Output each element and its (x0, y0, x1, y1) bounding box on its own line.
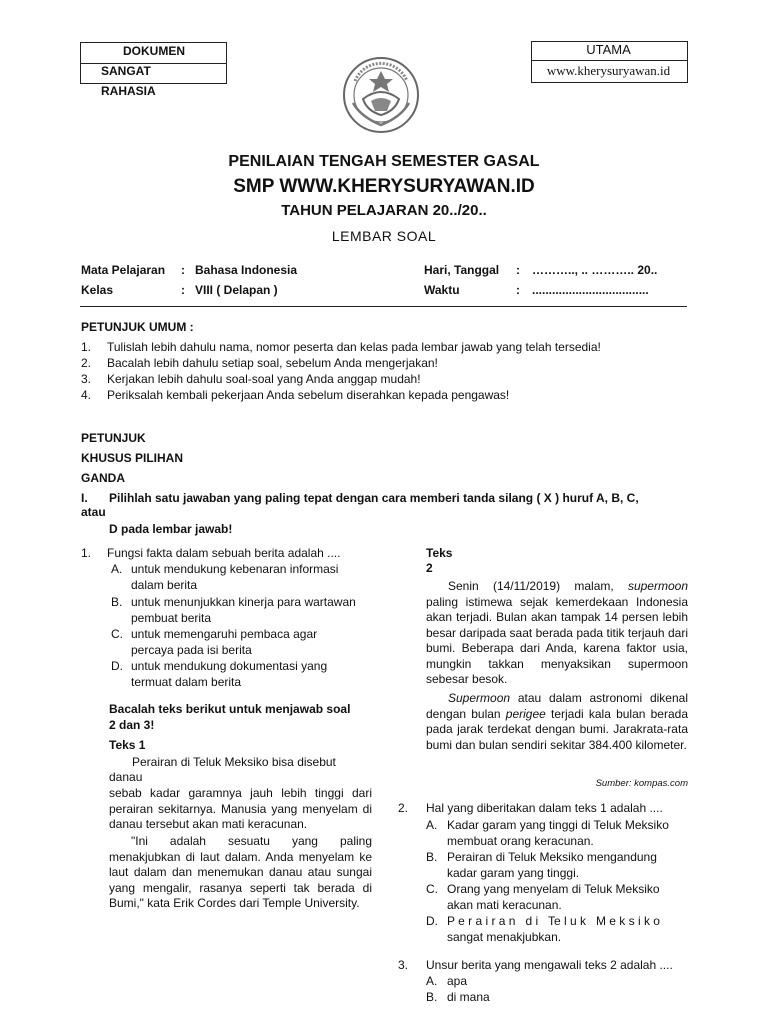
reading-instruction-line2: 2 dan 3! (109, 718, 155, 732)
item-text: Tulislah lebih dahulu nama, nomor peserta dan kelas pada lembar jawab yang telah tersedia! (107, 340, 601, 354)
option-text: membuat orang keracunan. (447, 834, 594, 848)
teks2-title-line2: 2 (426, 561, 433, 575)
text-run: atau dalam astronomi dikenal dengan bulan (426, 691, 688, 721)
title-line4: LEMBAR SOAL (331, 228, 437, 244)
item-number: 3. (81, 372, 92, 386)
instruction-number: I. (81, 491, 88, 505)
option-text: untuk mendukung dokumentasi yang (131, 659, 328, 673)
option-text: percaya pada isi berita (131, 643, 252, 657)
item-number: 1. (81, 340, 92, 354)
option-letter: A. (426, 818, 438, 832)
option-text: untuk mendukung kebenaran informasi (131, 562, 339, 576)
website-label: www.kherysuryawan.id (546, 63, 671, 78)
question-stem: Unsur berita yang mengawali teks 2 adalah .... (426, 958, 673, 972)
option-text: apa (447, 974, 468, 988)
option-text: dalam berita (131, 578, 198, 592)
kelas-colon: : (181, 283, 185, 297)
item-text: Periksalah kembali pekerjaan Anda sebelum diserahkan kepada pengawas! (107, 388, 510, 402)
option-letter: D. (111, 659, 123, 673)
waktu-value: ................................... (532, 283, 649, 297)
hari-label: Hari, Tanggal (424, 263, 500, 277)
utama-label: UTAMA (586, 42, 631, 57)
text-run: Senin (14/11/2019) malam, (448, 579, 628, 593)
instruction-line2: atau (81, 505, 106, 519)
teks1-paragraph1: sebab kadar garamnya jauh lebih tinggi dari perairan sekitarnya. Manusia yang menyelam di danau tersebut akan mati keracunan. (109, 786, 372, 831)
kelas-label: Kelas (81, 283, 114, 297)
option-text: Kadar garam yang tinggi di Teluk Meksiko (447, 818, 669, 832)
text-run: paling istimewa sejak kemerdekaan Indonesia akan terjadi. Bulan akan tampak 14 persen lebih besar daripada saat berada pada titik terjauh dari bumi. Beberapa dari Anda, karena faktor usia, mungkin takkan menyaksikan supermoon sebesar besok. (426, 594, 688, 686)
divider (80, 306, 687, 307)
option-text: sangat menakjubkan. (447, 930, 562, 944)
question-number: 2. (398, 801, 409, 815)
teks1-title: Teks 1 (109, 738, 146, 752)
item-number: 2. (81, 356, 92, 370)
classification-line1: DOKUMEN (123, 44, 185, 58)
teks2-source: Sumber: kompas.com (595, 778, 688, 789)
text-run-italic: perigee (505, 706, 546, 721)
item-number: 4. (81, 388, 92, 402)
classification-line3: RAHASIA (101, 84, 156, 98)
option-text: Perairan di Teluk Meksiko mengandung (447, 850, 657, 864)
question-number: 3. (398, 958, 409, 972)
option-letter: A. (426, 974, 438, 988)
waktu-colon: : (516, 283, 520, 297)
instruction-line3: D pada lembar jawab! (109, 522, 233, 536)
option-letter: A. (111, 562, 123, 576)
option-text: kadar garam yang tinggi. (447, 866, 580, 880)
petunjuk-khusus-line2: KHUSUS PILIHAN (81, 451, 184, 465)
option-letter: B. (111, 595, 123, 609)
question-stem: Fungsi fakta dalam sebuah berita adalah .... (107, 546, 341, 560)
option-text: di mana (447, 990, 490, 1004)
text-run: terjadi kala bulan berada pada jarak terdekat dengan bumi. Jarakrata-rata bumi dan bulan sendiri sekitar 384.400 kilometer. (426, 706, 688, 752)
item-text: Kerjakan lebih dahulu soal-soal yang Anda anggap mudah! (107, 372, 421, 386)
option-text: P e r a i r a n d i Te l u k M e k s i k o (447, 914, 660, 928)
teks2-paragraph2 (426, 691, 688, 753)
option-text: termuat dalam berita (131, 675, 242, 689)
text-run-italic: supermoon (627, 579, 688, 593)
question-stem: Hal yang diberitakan dalam teks 1 adalah .... (426, 801, 663, 815)
teks1-line2: danau (109, 770, 143, 784)
question-number: 1. (81, 546, 92, 560)
instruction-line1: Pilihlah satu jawaban yang paling tepat dengan cara memberi tanda silang ( X ) huruf A, B, C, (109, 491, 639, 505)
option-letter: B. (426, 990, 438, 1004)
kelas-value: VIII ( Delapan ) (195, 283, 278, 297)
option-text: untuk menunjukkan kinerja para wartawan (131, 595, 356, 609)
teks1-paragraph2: "Ini adalah sesuatu yang paling menakjubkan di laut dalam. Anda menyelam ke laut dalam dan menemukan danau atau sungai yang mengalir, rasanya seperti tak berada di Bumi," kata Erik Cordes dari Temple University. (109, 834, 372, 910)
title-line3: TAHUN PELAJARAN 20../20.. (281, 202, 487, 219)
option-text: akan mati keracunan. (447, 898, 562, 912)
hari-colon: : (516, 263, 520, 277)
text-run-italic: Supermoon (448, 691, 511, 705)
petunjuk-khusus-line1: PETUNJUK (81, 431, 146, 445)
petunjuk-khusus-line3: GANDA (81, 471, 125, 485)
mapel-value: Bahasa Indonesia (195, 263, 298, 277)
petunjuk-umum-heading: PETUNJUK UMUM : (81, 320, 194, 334)
classification-line2: SANGAT (101, 64, 151, 78)
question-2 (398, 801, 688, 817)
reading-instruction-line1: Bacalah teks berikut untuk menjawab soal (109, 702, 351, 716)
teks1-line1: Perairan di Teluk Meksiko bisa disebut (132, 755, 336, 769)
option-letter: C. (111, 627, 123, 641)
title-line1: PENILAIAN TENGAH SEMESTER GASAL (228, 153, 540, 170)
option-text: Orang yang menyelam di Teluk Meksiko (447, 882, 660, 896)
tut-wuri-handayani-logo (341, 55, 421, 135)
teks2-title-line1: Teks (426, 546, 453, 560)
hari-value: ……….., .. ……….. 20.. (532, 263, 658, 277)
mapel-label: Mata Pelajaran (81, 263, 166, 277)
mapel-colon: : (181, 263, 185, 277)
option-letter: C. (426, 882, 438, 896)
title-line2: SMP WWW.KHERYSURYAWAN.ID (233, 176, 535, 197)
item-text: Bacalah lebih dahulu setiap soal, sebelum Anda mengerjakan! (107, 356, 438, 370)
option-text: pembuat berita (131, 611, 212, 625)
teks2-paragraph1 (426, 579, 688, 688)
waktu-label: Waktu (424, 283, 460, 297)
option-text: untuk memengaruhi pembaca agar (131, 627, 318, 641)
option-letter: B. (426, 850, 438, 864)
option-letter: D. (426, 914, 438, 928)
question-3 (398, 958, 688, 974)
